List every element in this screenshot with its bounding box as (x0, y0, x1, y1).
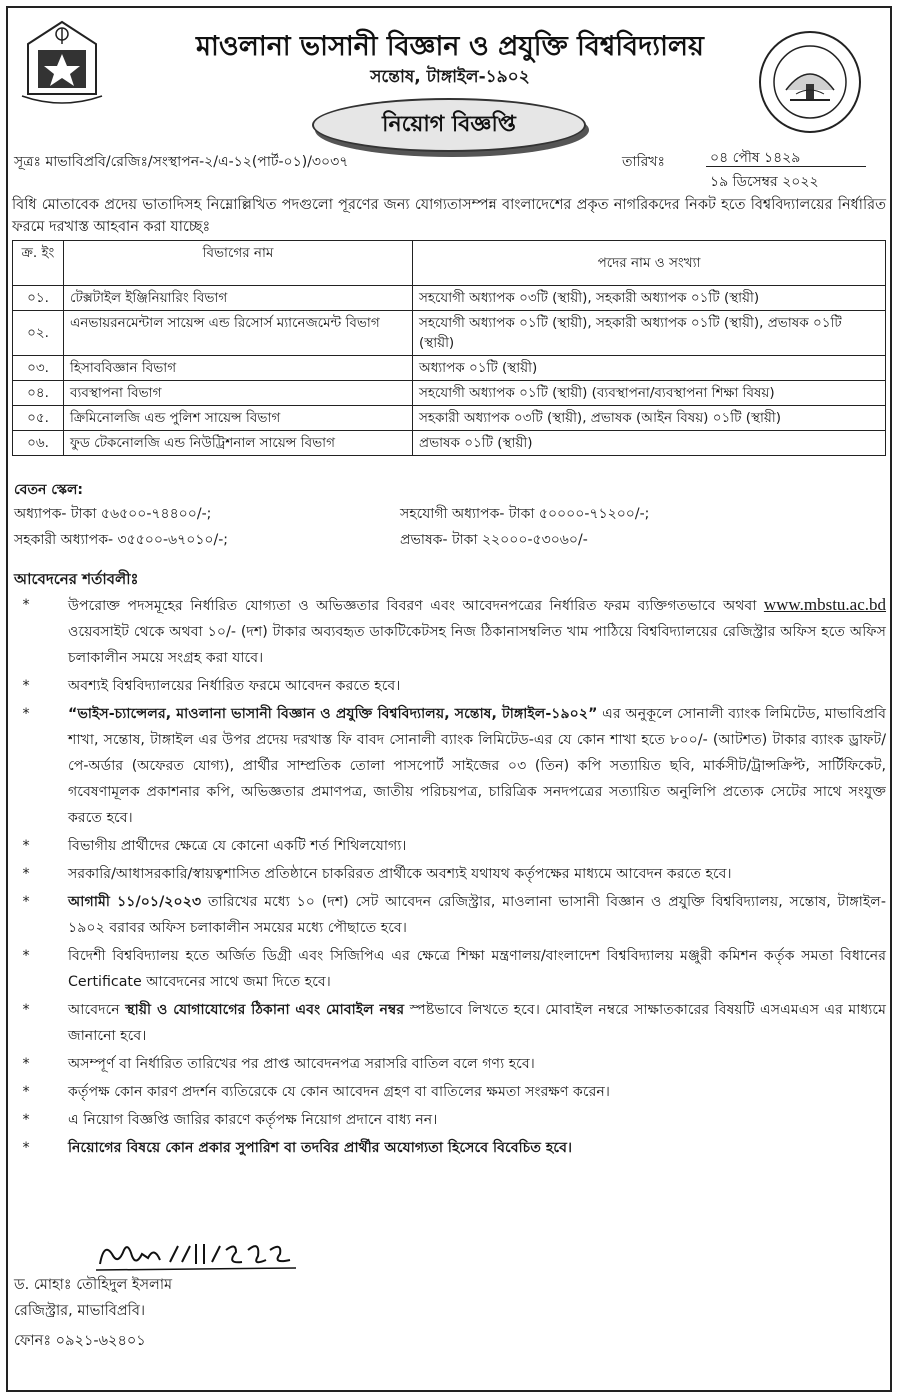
signer-title: রেজিস্ট্রার, মাভাবিপ্রবি। (14, 1303, 146, 1319)
list-item (16, 833, 886, 859)
bullet-star: * (22, 597, 30, 613)
date-divider (706, 166, 866, 167)
table-row (13, 406, 886, 431)
list-item (16, 861, 886, 887)
salary-assistant: সহকারী অধ্যাপক- ৩৫৫০০-৬৭০১০/-; (14, 532, 229, 548)
row-posts: সহযোগী অধ্যাপক ০৩টি (স্থায়ী), সহকারী অধ্যাপক ০১টি (স্থায়ী) (413, 286, 886, 311)
salary-lecturer: প্রভাষক- টাকা ২২০০০-৫৩০৬০/- (400, 532, 588, 548)
list-item (16, 889, 886, 941)
signer-name: ড. মোহাঃ তৌহিদুল ইসলাম (14, 1277, 173, 1293)
condition-text: উপরোক্ত পদসমূহের নির্ধারিত যোগ্যতা ও অভিজ্ঞতার বিবরণ এবং আবেদনপত্রের নির্ধারিত ফরম ব্যক্তিগতভাবে অথবা (68, 598, 757, 614)
bullet-star: * (22, 706, 30, 722)
table-row (13, 381, 886, 406)
row-department: টেক্সটাইল ইঞ্জিনিয়ারিং বিভাগ (64, 286, 413, 311)
registrar-signature (96, 1236, 306, 1276)
condition-text: তারিখের মধ্যে ১০ (দশ) সেট আবেদন রেজিস্ট্রার, মাওলানা ভাসানী বিজ্ঞান ও প্রযুক্তি বিশ্ববিদ্যালয়, সন্তোষ, টাঙ্গাইল- ১৯০২ বরাবর অফিস চলাকালীন সময়ের মধ্যে পৌছাতে হবে। (68, 894, 886, 936)
university-address: সন্তোষ, টাঙ্গাইল-১৯০২ (370, 67, 530, 87)
list-item (16, 1135, 886, 1161)
table-row (13, 356, 886, 381)
list-item (16, 943, 886, 995)
row-posts: সহকারী অধ্যাপক ০৩টি (স্থায়ী), প্রভাষক (আইন বিষয়) ০১টি (স্থায়ী) (413, 406, 886, 431)
reference-number: সূত্রঃ মাভাবিপ্রবি/রেজিঃ/সংস্থাপন-২/এ-১২(পার্ট-০১)/৩০৩৭ (14, 154, 349, 170)
bullet-star: * (22, 1002, 30, 1018)
row-department: এনভায়রনমেন্টাল সায়েন্স এন্ড রিসোর্স ম্যানেজমেন্ট বিভাগ (64, 311, 413, 356)
university-name: মাওলানা ভাসানী বিজ্ঞান ও প্রযুক্তি বিশ্ববিদ্যালয় (196, 31, 704, 62)
col-department-header: বিভাগের নাম (64, 241, 413, 286)
condition-text: অসম্পূর্ণ বা নির্ধারিত তারিখের পর প্রাপ্ত আবেদনপত্র সরাসরি বাতিল বলে গণ্য হবে। (68, 1056, 535, 1072)
condition-text: আবেদনে (68, 1002, 120, 1018)
condition-text: বিভাগীয় প্রার্থীদের ক্ষেত্রে যে কোনো একটি শর্ত শিথিলযোগ্য। (68, 838, 407, 854)
salary-associate: সহযোগী অধ্যাপক- টাকা ৫০০০০-৭১২০০/-; (400, 506, 650, 522)
row-posts: সহযোগী অধ্যাপক ০১টি (স্থায়ী), সহকারী অধ্যাপক ০১টি (স্থায়ী), প্রভাষক ০১টি (স্থায়ী) (413, 311, 886, 356)
bullet-star: * (22, 866, 30, 882)
row-posts: অধ্যাপক ০১টি (স্থায়ী) (413, 356, 886, 381)
row-serial: ০৫. (13, 406, 64, 431)
signer-phone: ফোনঃ ০৯২১-৬২৪০১ (14, 1333, 146, 1349)
condition-text: এ নিয়োগ বিজ্ঞপ্তি জারির কারণে কর্তৃপক্ষ নিয়োগ প্রদানে বাধ্য নন। (68, 1112, 438, 1128)
condition-text: কর্তৃপক্ষ কোন কারণ প্রদর্শন ব্যতিরেকে যে কোন আবেদন গ্রহণ বা বাতিলের ক্ষমতা সংরক্ষণ করেন। (68, 1084, 610, 1100)
row-serial: ০৪. (13, 381, 64, 406)
bullet-star: * (22, 678, 30, 694)
row-posts: প্রভাষক ০১টি (স্থায়ী) (413, 431, 886, 456)
condition-text: বিদেশী বিশ্ববিদ্যালয় হতে অর্জিত ডিগ্রী এবং সিজিপিএ এর ক্ষেত্রে শিক্ষা মন্ত্রণালয়/বাংলাদেশ বিশ্ববিদ্যালয় মঞ্জুরী কমিশন কর্তৃক সমতা বিধানের Certificate আবেদনের সাথে জমা দিতে হবে। (68, 948, 886, 990)
date-label: তারিখঃ (622, 154, 665, 170)
col-posts-header: পদের নাম ও সংখ্যা (413, 241, 886, 286)
conditions-heading: আবেদনের শর্তাবলীঃ (14, 570, 139, 588)
bullet-star: * (22, 948, 30, 964)
row-serial: ০৩. (13, 356, 64, 381)
date-bangla: ০৪ পৌষ ১৪২৯ (710, 150, 801, 166)
intro-paragraph: বিধি মোতাবেক প্রদেয় ভাতাদিসহ নিম্নোল্লিখিত পদগুলো পূরণের জন্য যোগ্যতাসম্পন্ন বাংলাদেশের প্রকৃত নাগরিকদের নিকট হতে বিশ্ববিদ্যালয়ের নির্ধারিত ফরমে দরখাস্ত আহবান করা যাচ্ছেঃ (12, 197, 886, 235)
row-serial: ০২. (13, 311, 64, 356)
list-item (16, 997, 886, 1049)
condition-bold-text: “ভাইস-চ্যান্সেলর, মাওলানা ভাসানী বিজ্ঞান ও প্রযুক্তি বিশ্ববিদ্যালয়, সন্তোষ, টাঙ্গাইল-১৯০২” (68, 706, 598, 722)
list-item (16, 592, 886, 671)
salary-professor: অধ্যাপক- টাকা ৫৬৫০০-৭৪৪০০/-; (14, 506, 212, 522)
list-item (16, 673, 886, 699)
list-item (16, 1079, 886, 1105)
bullet-star: * (22, 1084, 30, 1100)
row-department: ক্রিমিনোলজি এন্ড পুলিশ সায়েন্স বিভাগ (64, 406, 413, 431)
list-item (16, 701, 886, 831)
row-serial: ০৬. (13, 431, 64, 456)
notice-title-badge: নিয়োগ বিজ্ঞপ্তি (312, 98, 586, 152)
row-department: ব্যবস্থাপনা বিভাগ (64, 381, 413, 406)
list-item (16, 1051, 886, 1077)
condition-text: এর অনুকূলে সোনালী ব্যাংক লিমিটেড, মাভাবিপ্রবি শাখা, সন্তোষ, টাঙ্গাইল এর উপর প্রদেয় দরখাস্ত ফি বাবদ সোনালী ব্যাংক লিমিটেড-এর যে কোন শাখা হতে ৮০০/- (আটশত) টাকার ব্যাংক ড্রাফট/পে-অর্ডার (অফেরত যোগ্য), প্রার্থীর সাম্প্রতিক তোলা পাসপোর্ট সাইজের ০৩ (তিন) কপি সত্যায়িত ছবি, মার্কসীট/ট্রান্সক্রিপ্ট, সার্টিফিকেট, গবেষণামূলক প্রকাশনার কপি, অভিজ্ঞতার প্রমাণপত্র, জাতীয় পরিচয়পত্র, চারিত্রিক সনদপত্রের সত্যায়িত অনুলিপি প্রত্যেক সেটের সাথে সংযুক্ত করতে হবে। (68, 706, 887, 826)
bullet-star: * (22, 1140, 30, 1156)
condition-text: ওয়েবসাইট থেকে অথবা ১০/- (দশ) টাকার অব্যবহৃত ডাকটিকেটসহ নিজ ঠিকানাসম্বলিত খাম পাঠিয়ে বিশ্ববিদ্যালয়ের রেজিস্ট্রার অফিস হতে অফিস চলাকালীন সময়ে সংগ্রহ করা যাবে। (68, 624, 886, 666)
conditions-list (16, 592, 886, 1163)
table-row (13, 431, 886, 456)
bullet-star: * (22, 894, 30, 910)
condition-text: সরকারি/আধাসরকারি/স্বায়ত্বশাসিত প্রতিষ্ঠানে চাকরিরত প্রার্থীকে অবশ্যই যথাযথ কর্তৃপক্ষের মাধ্যমে আবেদন করতে হবে। (68, 866, 732, 882)
condition-bold-text: নিয়োগের বিষয়ে কোন প্রকার সুপারিশ বা তদবির প্রার্থীর অযোগ্যতা হিসেবে বিবেচিত হবে। (68, 1140, 573, 1156)
website-link[interactable]: www.mbstu.ac.bd (763, 595, 887, 614)
condition-bold-text: স্থায়ী ও যোগাযোগের ঠিকানা এবং মোবাইল নম্বর (125, 1002, 405, 1018)
condition-text: অবশ্যই বিশ্ববিদ্যালয়ের নির্ধারিত ফরমে আবেদন করতে হবে। (68, 678, 401, 694)
condition-text: স্পষ্টভাবে লিখতে হবে। মোবাইল নম্বরে সাক্ষাতকারের বিষয়টি এসএমএস এর মাধ্যমে জানানো হবে। (68, 1002, 886, 1044)
condition-bold-text: আগামী ১১/০১/২০২৩ (68, 894, 202, 910)
salary-heading: বেতন স্কেল: (14, 482, 84, 498)
row-serial: ০১. (13, 286, 64, 311)
bullet-star: * (22, 1112, 30, 1128)
table-row (13, 311, 886, 356)
row-department: ফুড টেকনোলজি এন্ড নিউট্রিশনাল সায়েন্স বিভাগ (64, 431, 413, 456)
table-header-row (13, 241, 886, 286)
row-department: হিসাববিজ্ঞান বিভাগ (64, 356, 413, 381)
row-posts: সহযোগী অধ্যাপক ০১টি (স্থায়ী) (ব্যবস্থাপনা/ব্যবস্থাপনা শিক্ষা বিষয়) (413, 381, 886, 406)
bullet-star: * (22, 1056, 30, 1072)
vacancy-table (12, 240, 886, 456)
col-serial-header: ক্র. ইং (13, 241, 64, 286)
table-row (13, 286, 886, 311)
bullet-star: * (22, 838, 30, 854)
date-english: ১৯ ডিসেম্বর ২০২২ (710, 174, 819, 190)
list-item (16, 1107, 886, 1133)
